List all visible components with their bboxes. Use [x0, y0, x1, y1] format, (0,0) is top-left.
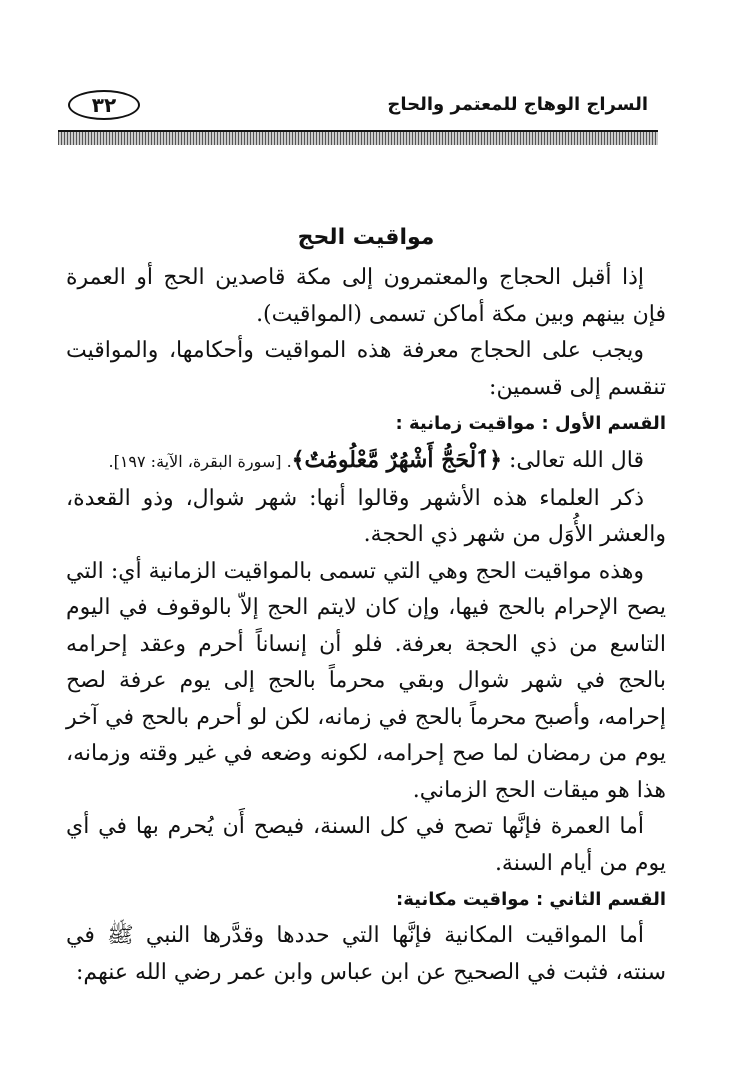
paragraph: أما العمرة فإنَّها تصح في كل السنة، فيصح أَن يُحرم بها في أي يوم من أيام السنة. [66, 814, 666, 876]
verse-line [66, 442, 666, 481]
quran-verse: ﴿ٱلْحَجُّ أَشْهُرٌ مَّعْلُومَٰتٌ﴾ [291, 447, 503, 473]
section-title: مواقيت الحج [297, 225, 435, 250]
paragraph: إذا أقبل الحجاج والمعتمرون إلى مكة قاصدين الحج أو العمرة فإن بينهم وبين مكة أماكن تسمى (المواقيت). [66, 265, 666, 327]
section-heading-spatial: القسم الثاني : مواقيت مكانية: [396, 889, 666, 910]
paragraph: وهذه مواقيت الحج وهي التي تسمى بالمواقيت الزمانية أي: التي يصح الإحرام بالحج فيها، وإن كان لايتم الحج إلاّ بالوقوف في اليوم التاسع من ذي الحجة بعرفة. فلو أن إنساناً أحرم وعقد إحرامه بالحج في شهر شوال وبقي محرماً بالحج إلى يوم عرفة لصح إحرامه، وأصبح محرماً بالحج في زمانه، لكن لو أحرم بالحج في آخر يوم من رمضان لما صح إحرامه، لكونه وضعه في غير وقته وزمانه، هذا هو ميقات الحج الزماني. [66, 558, 666, 803]
paragraph: أما المواقيت المكانية فإنَّها التي حددها وقدَّرها النبي ﷺ في سنته، فثبت في الصحيح عن ابن عباس وابن عمر رضي الله عنهم: [66, 923, 666, 985]
page-number: ٣٢ [68, 90, 140, 120]
verse-citation: . [سورة البقرة، الآية: ١٩٧]. [108, 452, 292, 471]
page-content [66, 220, 666, 991]
section-heading-temporal: القسم الأول : مواقيت زمانية : [395, 413, 666, 434]
page-header [58, 88, 658, 128]
paragraph: ويجب على الحجاج معرفة هذه المواقيت وأحكامها، والمواقيت تنقسم إلى قسمين: [66, 338, 666, 400]
header-rule [58, 130, 658, 145]
paragraph: ذكر العلماء هذه الأشهر وقالوا أنها: شهر شوال، وذو القعدة، والعشر الأُوَل من شهر ذي الحجة. [66, 485, 666, 547]
verse-intro: قال الله تعالى: [509, 448, 644, 473]
book-title: السراج الوهاج للمعتمر والحاج [387, 94, 648, 115]
